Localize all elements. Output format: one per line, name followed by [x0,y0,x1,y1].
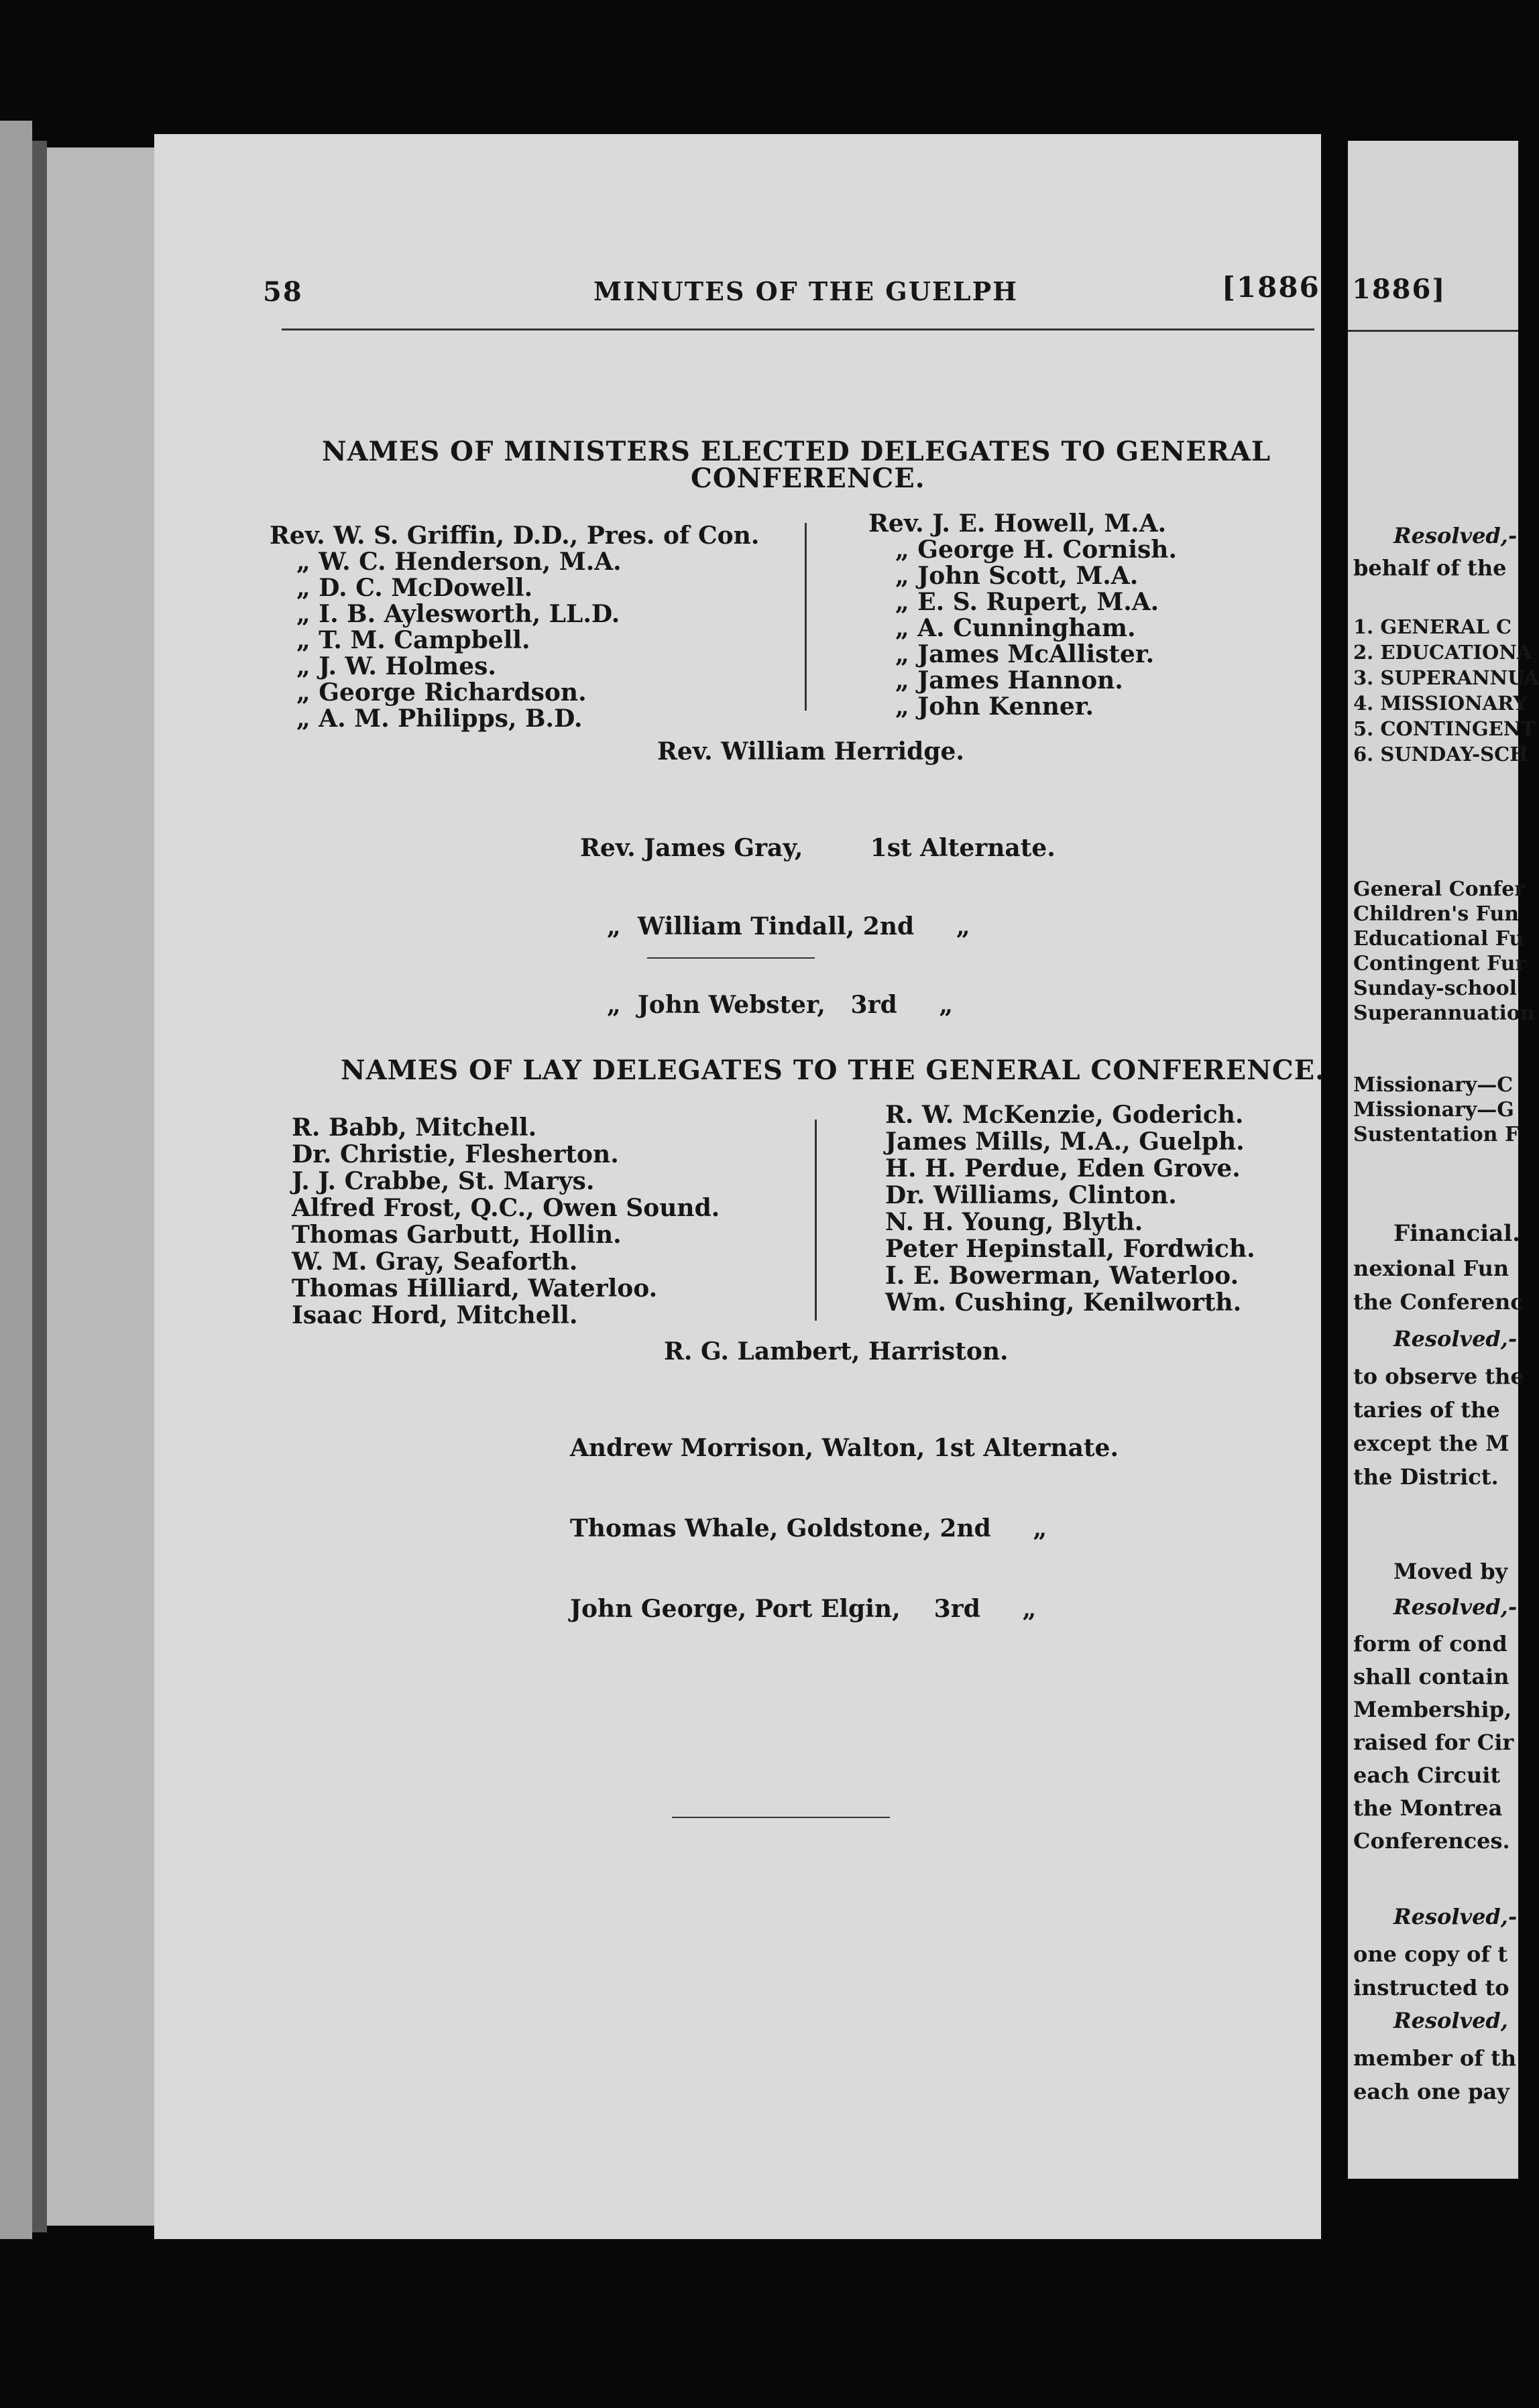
text-line: the Conferenc [1353,1289,1524,1315]
text-line: shall contain [1353,1664,1509,1689]
fund-list [1353,614,1539,767]
text-line: form of cond [1353,1631,1507,1657]
text-line: the Montrea [1353,1795,1503,1821]
list-item: „ George Richardson. [296,678,587,707]
list-item: Rev. W. S. Griffin, D.D., Pres. of Con. [270,522,760,550]
lay-left-column [292,1114,720,1329]
list-item: „ John Webster, 3rd „ [607,991,954,1019]
list-item: 4. MISSIONARY [1353,692,1528,715]
list-item: Rev. J. E. Howell, M.A. [868,509,1167,538]
list-item: Thomas Hilliard, Waterloo. [292,1274,658,1303]
paragraph [1353,2041,1516,2108]
text-line: instructed to [1353,1975,1509,2000]
list-item: James Mills, M.A., Guelph. [885,1128,1245,1156]
list-item: 6. SUNDAY-SCH [1353,743,1528,766]
page-year: 1886] [1352,274,1446,305]
list-item: „ A. M. Philipps, B.D. [296,705,583,733]
resolved-label: Resolved,- [1393,523,1518,548]
list-item: J. J. Crabbe, St. Marys. [292,1167,595,1195]
list-item: Educational Fu [1353,927,1524,951]
list-item: Thomas Whale, Goldstone, 2nd „ [570,1514,1047,1543]
list-item: „ William Tindall, 2nd „ [607,912,970,941]
list-item: Sunday-school [1353,977,1517,1000]
list-item: Sustentation F [1353,1123,1520,1146]
text-line: each one pay [1353,2079,1509,2104]
list-item: Peter Hepinstall, Fordwich. [885,1235,1255,1263]
list-item: Missionary—C [1353,1073,1514,1097]
lay-center-name: R. G. Lambert, Harriston. [664,1337,1009,1366]
ministers-heading-line2: CONFERENCE. [691,463,925,494]
list-item: Dr. Christie, Flesherton. [292,1140,619,1168]
list-item: 3. SUPERANNUA [1353,666,1539,689]
list-item: Dr. Williams, Clinton. [885,1181,1177,1209]
list-item: 1. GENERAL C [1353,615,1512,638]
page-stack [47,147,154,2226]
ministers-alternates [580,783,1056,1071]
paragraph [1353,1360,1524,1494]
list-item: „ John Scott, M.A. [895,562,1139,590]
ministers-center-name: Rev. William Herridge. [657,737,964,766]
list-item: 2. EDUCATIONA [1353,641,1532,664]
list-item: Contingent Fur [1353,952,1526,975]
list-item: Children's Fun [1353,902,1520,926]
text-line: except the M [1353,1431,1509,1456]
paragraph [1353,1937,1509,2004]
header-rule [1348,330,1518,332]
column-divider [805,523,807,711]
text-line: nexional Fun [1353,1256,1509,1281]
list-item: Rev. James Gray, 1st Alternate. [580,834,1056,862]
list-item: „ I. B. Aylesworth, LL.D. [296,600,620,628]
text-line: raised for Cir [1353,1730,1514,1755]
ministers-right-column [868,511,1177,720]
lay-right-column [885,1101,1255,1316]
text-line: to observe the [1353,1364,1524,1389]
running-head: MINUTES OF THE GUELPH [593,276,1019,306]
list-item: „ George H. Cornish. [895,536,1178,564]
paragraph [1353,1628,1514,1858]
lay-alternates [570,1381,1119,1676]
text-line: Financial. [1393,1220,1520,1247]
text-line: each Circuit [1353,1762,1501,1788]
page-year: [1886 [1222,271,1320,304]
text-line: Moved by [1393,1559,1508,1584]
ministers-left-column [270,523,759,732]
list-item: H. H. Perdue, Eden Grove. [885,1154,1241,1183]
column-divider [815,1120,817,1321]
fund-names [1353,877,1535,1026]
text-line: one copy of t [1353,1941,1508,1967]
resolved-label: Resolved, [1393,2008,1508,2033]
list-item: „ E. S. Rupert, M.A. [895,588,1159,616]
list-item: Alfred Frost, Q.C., Owen Sound. [292,1194,720,1222]
list-item: R. Babb, Mitchell. [292,1113,537,1142]
section-rule [647,957,815,959]
list-item: „ John Kenner. [895,693,1094,721]
resolved-label: Resolved,- [1393,1326,1518,1351]
list-item: I. E. Bowerman, Waterloo. [885,1262,1239,1290]
list-item: „ A. Cunningham. [895,614,1136,642]
list-item: 5. CONTINGENT [1353,717,1536,740]
resolved-label: Resolved,- [1393,1594,1518,1620]
list-item: „ D. C. McDowell. [296,574,533,602]
right-page [1348,141,1539,2179]
resolved-label: Resolved,- [1393,1904,1518,1929]
text-line: Conferences. [1353,1828,1510,1854]
list-item: „ J. W. Holmes. [296,652,496,680]
missionary-names [1353,1073,1519,1147]
list-item: W. M. Gray, Seaforth. [292,1248,578,1276]
header-rule [282,328,1314,330]
text-line: taries of the [1353,1397,1500,1423]
closing-rule [672,1817,890,1818]
text-line: behalf of the [1353,555,1507,581]
text-line: Membership, [1353,1697,1512,1722]
list-item: General Confer [1353,878,1526,901]
list-item: John George, Port Elgin, 3rd „ [570,1595,1037,1623]
lay-heading: NAMES OF LAY DELEGATES TO THE GENERAL CONFERENCE. [341,1055,1326,1086]
list-item: „ W. C. Henderson, M.A. [296,548,622,576]
list-item: N. H. Young, Blyth. [885,1208,1143,1236]
text-line: the District. [1353,1464,1499,1490]
page-number: 58 [263,276,303,308]
list-item: Superannuation [1353,1002,1535,1025]
left-page [154,134,1326,2239]
list-item: Thomas Garbutt, Hollin. [292,1221,622,1249]
book-edge-shadow [32,141,47,2232]
book-edge [0,121,32,2239]
list-item: „ T. M. Campbell. [296,626,530,654]
list-item: „ James McAllister. [895,640,1155,668]
list-item: R. W. McKenzie, Goderich. [885,1101,1244,1129]
list-item: Andrew Morrison, Walton, 1st Alternate. [570,1434,1119,1462]
list-item: Wm. Cushing, Kenilworth. [885,1288,1242,1317]
list-item: Isaac Hord, Mitchell. [292,1301,578,1329]
list-item: „ James Hannon. [895,666,1123,695]
list-item: Missionary—G [1353,1098,1514,1122]
ministers-heading-line1: NAMES OF MINISTERS ELECTED DELEGATES TO GENERAL [322,436,1271,467]
text-line: member of th [1353,2045,1517,2071]
